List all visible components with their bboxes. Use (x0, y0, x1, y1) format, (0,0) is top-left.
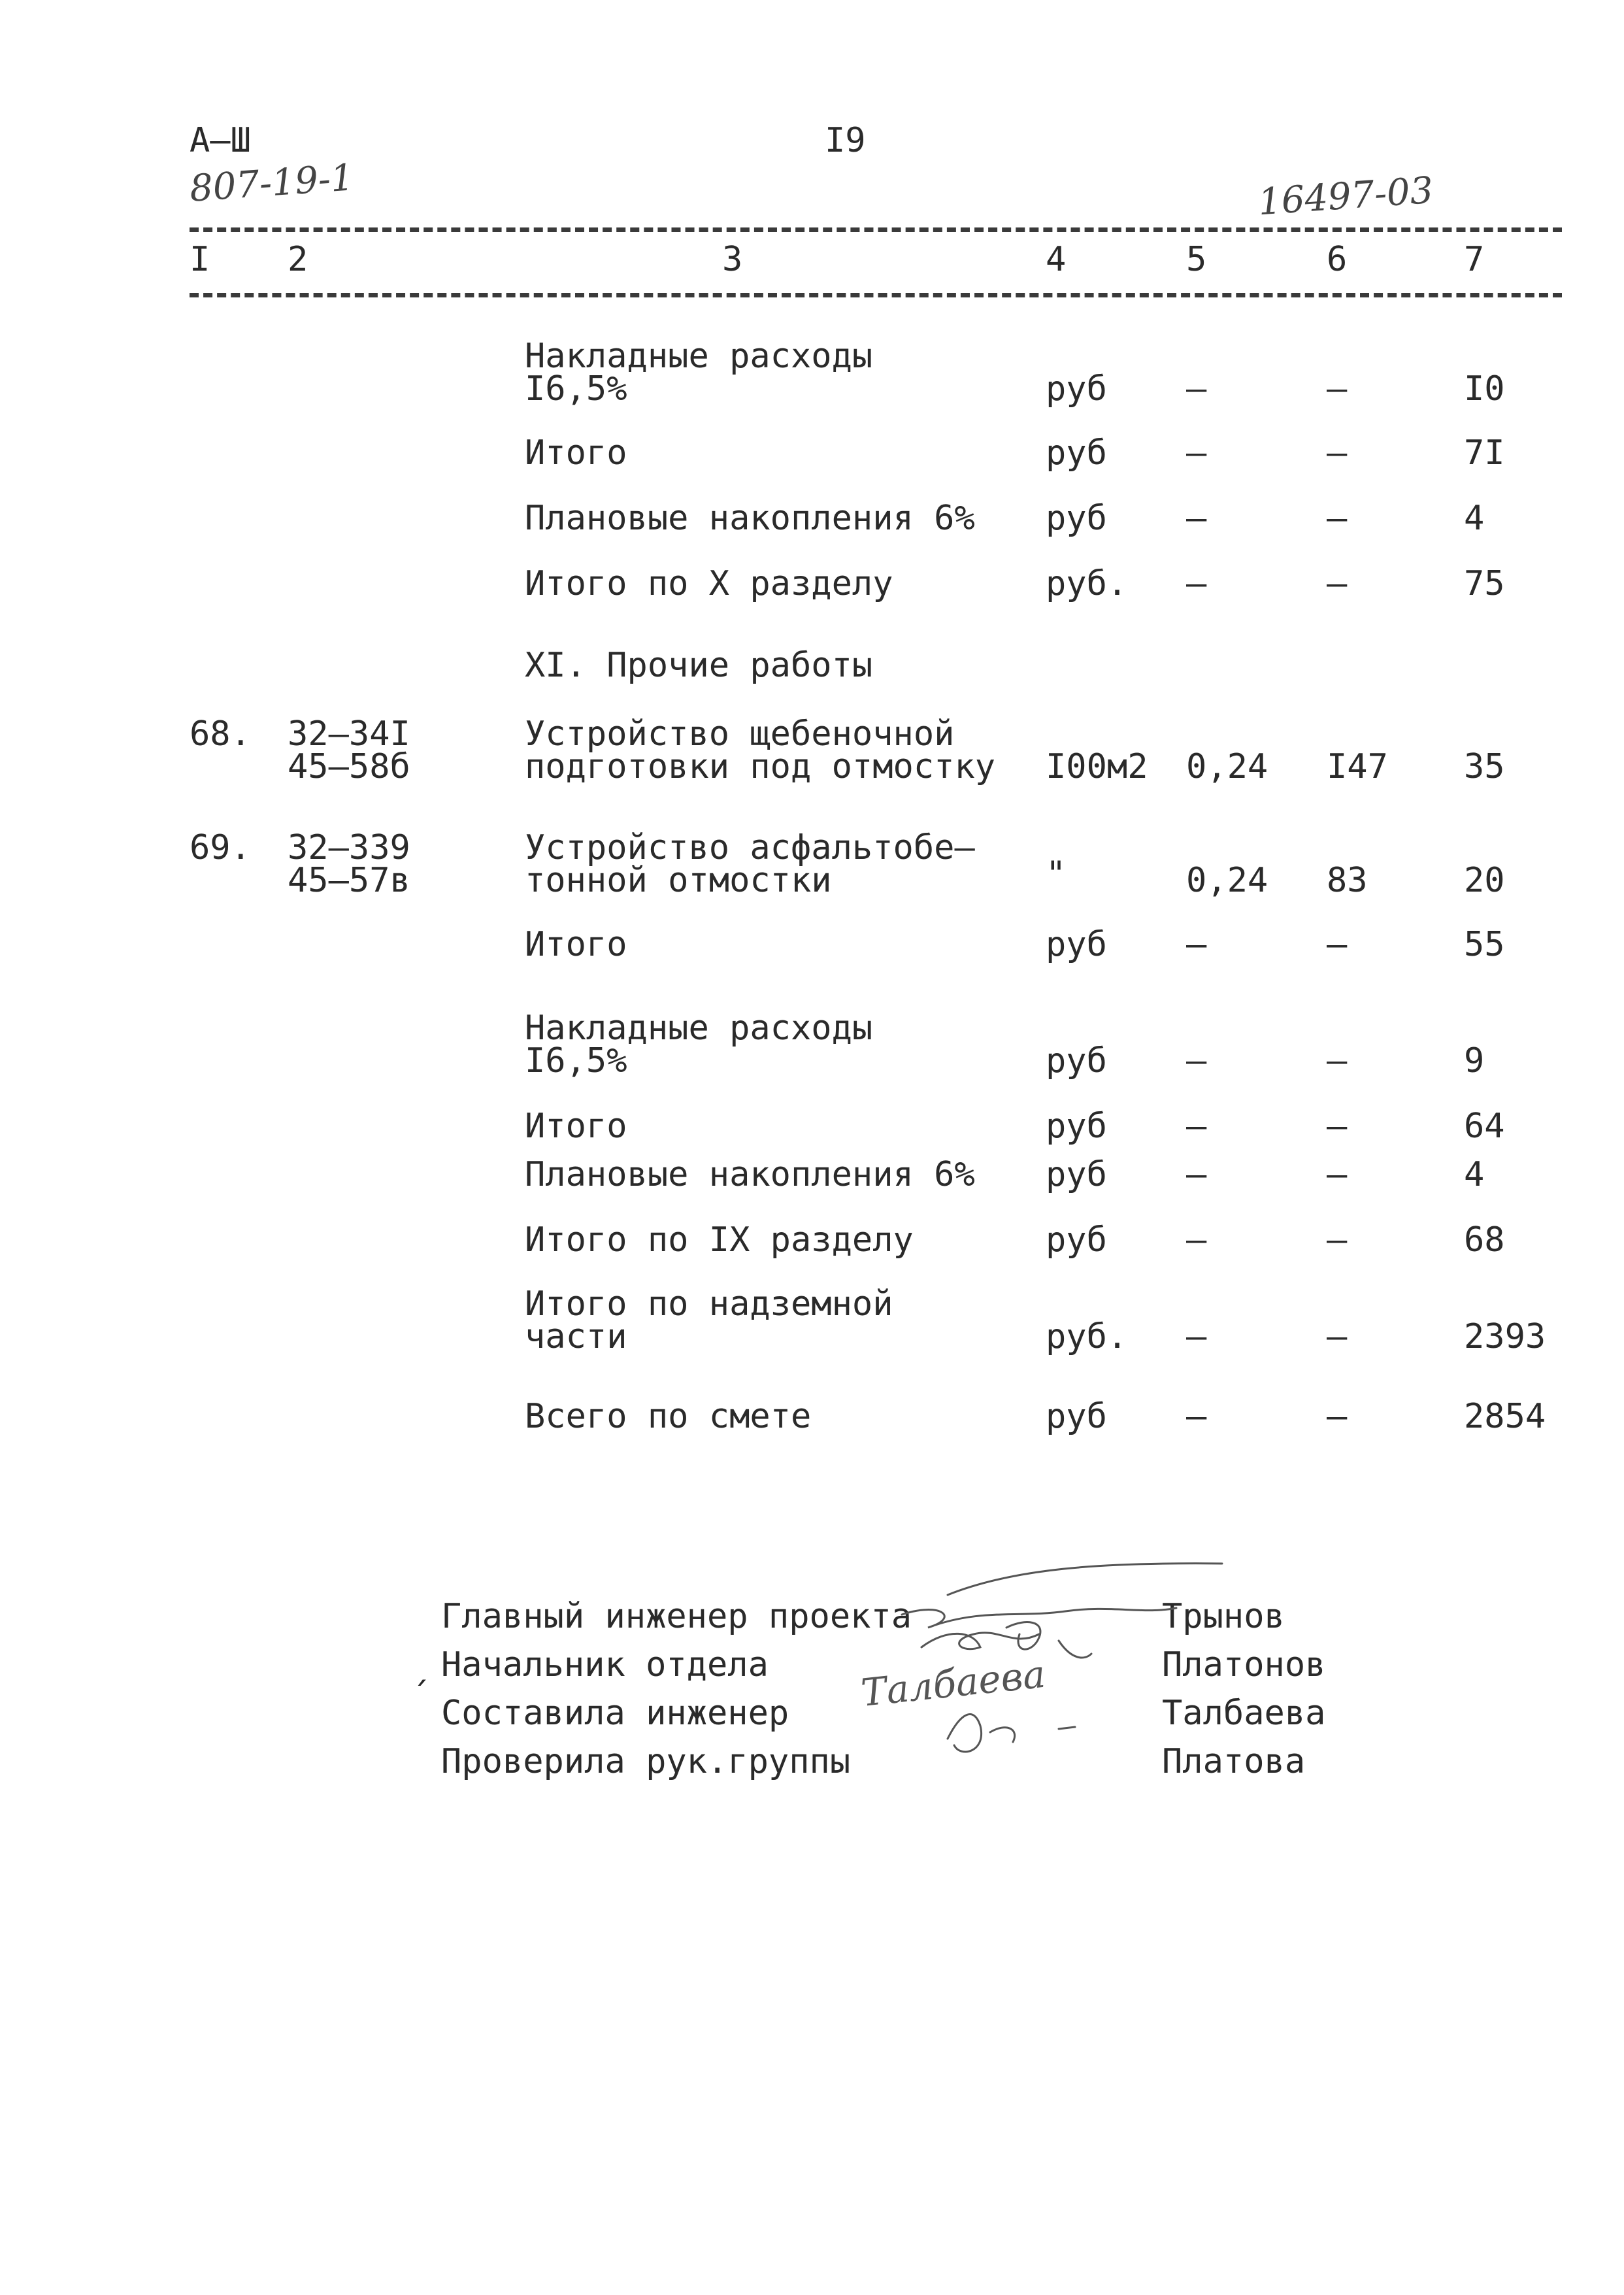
col-header-2: 2 (288, 240, 308, 279)
row-name-line1: Плановые накопления 6% (525, 499, 975, 538)
row-unit: руб (1046, 499, 1107, 538)
row-price: – (1327, 1041, 1348, 1080)
row-total: 75 (1464, 564, 1505, 603)
row-unit-ditto: " (1046, 854, 1067, 894)
row-qty: – (1186, 499, 1207, 538)
signature-name: Трынов (1162, 1597, 1285, 1636)
row-name-line1: Устройство щебеночной (525, 714, 955, 754)
row-name-line1: Итого по надземной (525, 1284, 893, 1324)
row-code-line2: 45–58б (288, 747, 410, 786)
col-header-5: 5 (1186, 240, 1207, 279)
row-price: – (1327, 433, 1348, 473)
row-code-line1: 32–339 (288, 828, 410, 867)
row-price: – (1327, 1397, 1348, 1436)
row-total: 20 (1464, 861, 1505, 900)
row-total: I0 (1464, 369, 1505, 409)
row-price: – (1327, 1155, 1348, 1194)
row-total: 4 (1464, 499, 1485, 538)
row-name-line1: Итого (525, 1107, 627, 1146)
row-qty: – (1186, 564, 1207, 603)
row-name-line2: тонной отмостки (525, 861, 832, 900)
row-unit: руб. (1046, 1317, 1128, 1356)
row-name-line2: подготовки под отмостку (525, 747, 996, 786)
handwritten-surname: Талбаева (859, 1651, 1048, 1715)
row-total: 64 (1464, 1107, 1505, 1146)
row-price: – (1327, 925, 1348, 964)
row-qty: 0,24 (1186, 747, 1268, 786)
page-number: I9 (825, 121, 866, 160)
row-name-line1: Устройство асфальтобе– (525, 828, 975, 867)
row-unit: руб (1046, 1155, 1107, 1194)
row-unit: руб (1046, 369, 1107, 409)
row-unit: руб (1046, 1107, 1107, 1146)
signature-name: Талбаева (1162, 1694, 1326, 1733)
row-price: – (1327, 369, 1348, 409)
row-id: 69. (190, 828, 251, 867)
row-name-line1: Накладные расходы (525, 1009, 873, 1048)
signature-name: Платова (1162, 1742, 1306, 1781)
row-unit: I00м2 (1046, 747, 1148, 786)
row-qty: – (1186, 1220, 1207, 1260)
row-qty: – (1186, 1041, 1207, 1080)
col-header-7: 7 (1464, 240, 1485, 279)
row-unit: руб (1046, 925, 1107, 964)
signature-name: Платонов (1162, 1645, 1326, 1684)
row-unit: руб (1046, 1397, 1107, 1436)
row-qty: – (1186, 925, 1207, 964)
row-unit: руб (1046, 433, 1107, 473)
row-name-line1: Итого по X разделу (525, 564, 893, 603)
signature-role: Начальник отдела (441, 1645, 769, 1684)
row-total: 2854 (1464, 1397, 1546, 1436)
header-rule-top (190, 227, 1562, 232)
row-unit: руб. (1046, 564, 1128, 603)
handwritten-signatures (850, 1556, 1242, 1791)
header-rule-bottom (190, 293, 1562, 297)
checkmark-icon: ˏ (412, 1645, 433, 1684)
project-code-handwritten: 807-19-1 (188, 156, 356, 210)
row-qty: – (1186, 1397, 1207, 1436)
row-price: – (1327, 564, 1348, 603)
row-unit: руб (1046, 1220, 1107, 1260)
row-qty: – (1186, 1155, 1207, 1194)
row-price: 83 (1327, 861, 1368, 900)
row-name-line1: Итого (525, 925, 627, 964)
row-price: I47 (1327, 747, 1388, 786)
col-header-6: 6 (1327, 240, 1348, 279)
row-name-line2: части (525, 1317, 627, 1356)
row-name-line1: Накладные расходы (525, 337, 873, 376)
row-name-line1: Плановые накопления 6% (525, 1155, 975, 1194)
col-header-3: 3 (722, 240, 743, 279)
row-total: 9 (1464, 1041, 1485, 1080)
row-name-line1: Итого по IX разделу (525, 1220, 914, 1260)
signature-role: Проверила рук.группы (441, 1742, 851, 1781)
row-total: 4 (1464, 1155, 1485, 1194)
signature-role: Главный инженер проекта (441, 1597, 912, 1636)
row-unit: руб (1046, 1041, 1107, 1080)
row-total: 2393 (1464, 1317, 1546, 1356)
series-label: А–Ш (190, 121, 251, 160)
row-id: 68. (190, 714, 251, 754)
row-qty: 0,24 (1186, 861, 1268, 900)
col-header-4: 4 (1046, 240, 1067, 279)
row-total: 7I (1464, 433, 1505, 473)
row-price: – (1327, 1317, 1348, 1356)
section-heading: XI. Прочие работы (525, 646, 873, 685)
col-header-1: I (190, 240, 210, 279)
row-price: – (1327, 1220, 1348, 1260)
row-name-line2: I6,5% (525, 1041, 627, 1080)
row-qty: – (1186, 433, 1207, 473)
signature-role: Составила инженер (441, 1694, 789, 1733)
row-name-line2: I6,5% (525, 369, 627, 409)
row-name-line1: Всего по смете (525, 1397, 812, 1436)
row-code-line1: 32–34I (288, 714, 410, 754)
row-price: – (1327, 1107, 1348, 1146)
row-price: – (1327, 499, 1348, 538)
row-qty: – (1186, 369, 1207, 409)
row-total: 35 (1464, 747, 1505, 786)
row-total: 55 (1464, 925, 1505, 964)
row-qty: – (1186, 1107, 1207, 1146)
row-total: 68 (1464, 1220, 1505, 1260)
row-code-line2: 45–57в (288, 861, 410, 900)
row-qty: – (1186, 1317, 1207, 1356)
doc-number-handwritten: 16497-03 (1257, 169, 1435, 224)
row-name-line1: Итого (525, 433, 627, 473)
